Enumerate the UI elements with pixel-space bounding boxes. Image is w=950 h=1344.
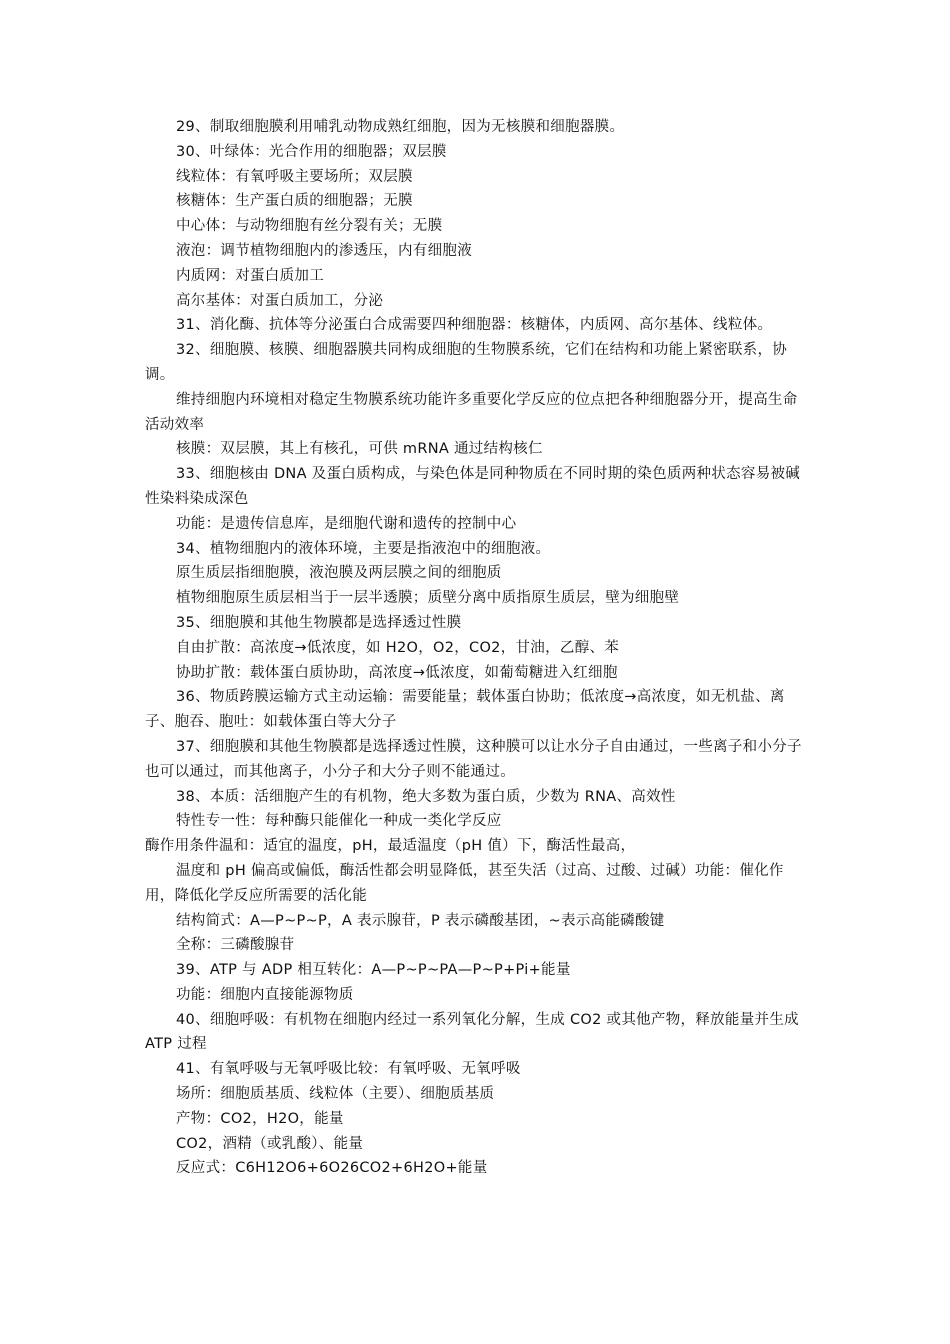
paragraph-anaerobic-products: CO2，酒精（或乳酸）、能量 bbox=[176, 1135, 364, 1152]
paragraph-38: 38、本质：活细胞产生的有机物，绝大多数为蛋白质，少数为 RNA、高效性 bbox=[176, 788, 676, 805]
paragraph-31: 31、消化酶、抗体等分泌蛋白合成需要四种细胞器：核糖体，内质网、高尔基体、线粒体。 bbox=[176, 317, 773, 334]
paragraph-equation: 反应式：C6H12O6+6O26CO2+6H2O+能量 bbox=[176, 1160, 488, 1177]
paragraph-free-diffusion: 自由扩散：高浓度→低浓度，如 H2O，O2，CO2，甘油，乙醇、苯 bbox=[176, 639, 620, 656]
document-body bbox=[145, 115, 810, 1181]
paragraph-34: 34、植物细胞内的液体环境，主要是指液泡中的细胞液。 bbox=[176, 540, 551, 557]
paragraph-specificity: 特性专一性：每种酶只能催化一种成一类化学反应 bbox=[176, 813, 502, 830]
paragraph-golgi: 高尔基体：对蛋白质加工，分泌 bbox=[176, 292, 384, 309]
paragraph-29: 29、制取细胞膜利用哺乳动物成熟红细胞，因为无核膜和细胞器膜。 bbox=[176, 119, 625, 135]
paragraph-nucleus-function: 功能：是遗传信息库，是细胞代谢和遗传的控制中心 bbox=[176, 515, 517, 532]
paragraph-atp-function: 功能：细胞内直接能源物质 bbox=[176, 986, 354, 1003]
paragraph-ribosome: 核糖体：生产蛋白质的细胞器；无膜 bbox=[176, 193, 413, 210]
paragraph-mitochondria: 线粒体：有氧呼吸主要场所；双层膜 bbox=[176, 168, 413, 185]
paragraph-centrosome: 中心体：与动物细胞有丝分裂有关；无膜 bbox=[176, 218, 443, 235]
paragraph-32: 32、细胞膜、核膜、细胞器膜共同构成细胞的生物膜系统，它们在结构和功能上紧密联系，协调。 bbox=[145, 342, 788, 383]
paragraph-membrane-function: 维持细胞内环境相对稳定生物膜系统功能许多重要化学反应的位点把各种细胞器分开，提高生命活动效率 bbox=[145, 391, 798, 433]
paragraph-atp-structure: 结构简式：A—P~P~P，A 表示腺苷，P 表示磷酸基团，~表示高能磷酸键 bbox=[176, 912, 665, 929]
paragraph-vacuole: 液泡：调节植物细胞内的渗透压，内有细胞液 bbox=[176, 242, 472, 259]
paragraph-temperature-ph: 温度和 pH 偏高或偏低，酶活性都会明显降低，甚至失活（过高、过酸、过碱）功能：催化作用，降低化学反应所需要的活化能 bbox=[145, 862, 784, 904]
paragraph-enzyme-conditions: 酶作用条件温和：适宜的温度，pH，最适温度（pH 值）下，酶活性最高， bbox=[145, 838, 636, 855]
paragraph-40: 40、细胞呼吸：有机物在细胞内经过一系列氧化分解，生成 CO2 或其他产物，释放能量并生成 ATP 过程 bbox=[145, 1011, 799, 1053]
paragraph-facilitated-diffusion: 协助扩散：载体蛋白质协助，高浓度→低浓度，如葡萄糖进入红细胞 bbox=[176, 664, 618, 681]
paragraph-37: 37、细胞膜和其他生物膜都是选择透过性膜，这种膜可以让水分子自由通过，一些离子和小分子也可以通过，而其他离子，小分子和大分子则不能通过。 bbox=[145, 738, 802, 780]
paragraph-30: 30、叶绿体：光合作用的细胞器；双层膜 bbox=[176, 143, 447, 160]
paragraph-33: 33、细胞核由 DNA 及蛋白质构成，与染色体是同种物质在不同时期的染色质两种状态容易被碱性染料染成深色 bbox=[145, 466, 801, 507]
paragraph-41: 41、有氧呼吸与无氧呼吸比较：有氧呼吸、无氧呼吸 bbox=[176, 1061, 521, 1078]
paragraph-protoplast: 原生质层指细胞膜，液泡膜及两层膜之间的细胞质 bbox=[176, 565, 502, 582]
paragraph-nuclear-membrane: 核膜：双层膜，其上有核孔，可供 mRNA 通过结构核仁 bbox=[176, 441, 543, 458]
paragraph-36: 36、物质跨膜运输方式主动运输：需要能量；载体蛋白协助；低浓度→高浓度，如无机盐、离子、胞吞、胞吐：如载体蛋白等大分子 bbox=[145, 689, 785, 731]
paragraph-er: 内质网：对蛋白质加工 bbox=[176, 267, 324, 284]
paragraph-atp-fullname: 全称：三磷酸腺苷 bbox=[176, 937, 295, 954]
paragraph-location: 场所：细胞质基质、线粒体（主要）、细胞质基质 bbox=[176, 1086, 495, 1103]
paragraph-plasmolysis: 植物细胞原生质层相当于一层半透膜；质壁分离中质指原生质层，壁为细胞壁 bbox=[176, 590, 680, 607]
paragraph-products: 产物：CO2，H2O，能量 bbox=[176, 1110, 344, 1127]
paragraph-39: 39、ATP 与 ADP 相互转化：A—P~P~PA—P~P+Pi+能量 bbox=[176, 962, 571, 979]
paragraph-35: 35、细胞膜和其他生物膜都是选择透过性膜 bbox=[176, 614, 462, 631]
